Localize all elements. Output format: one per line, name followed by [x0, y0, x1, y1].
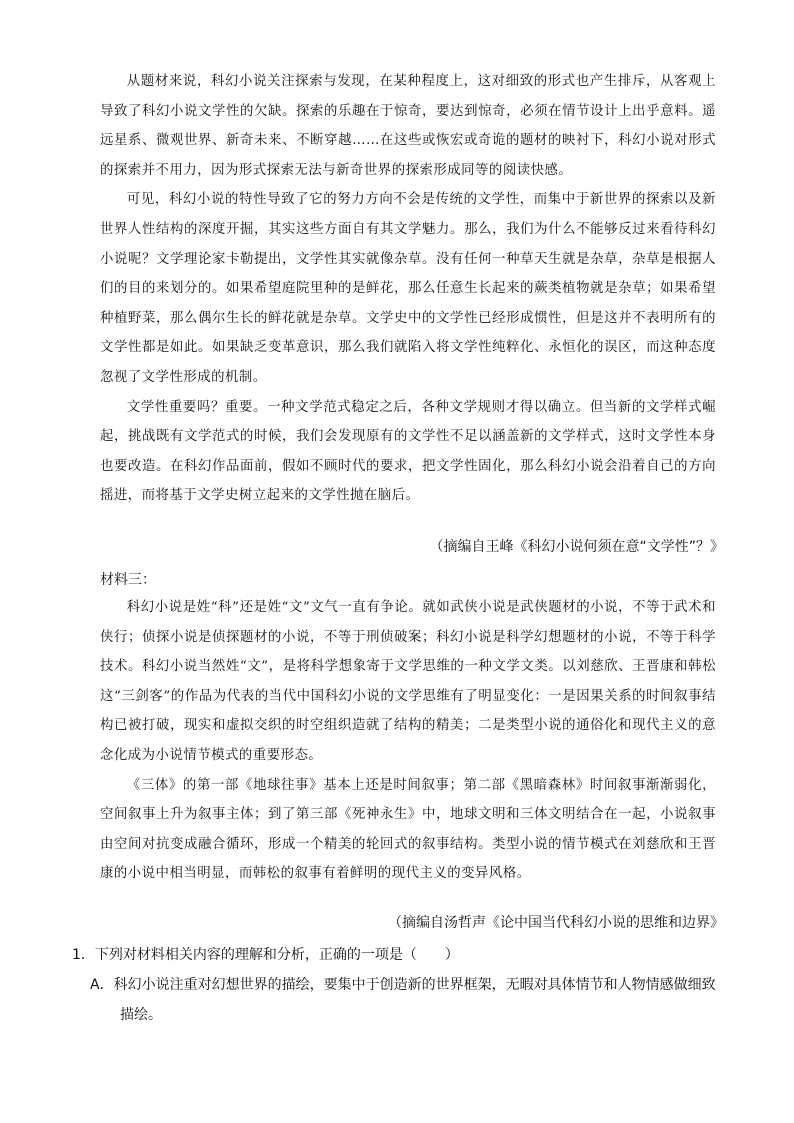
option-a[interactable] — [90, 970, 730, 1030]
paragraph: 文学性重要吗？重要。一种文学范式稳定之后，各种文学规则才得以确立。但当新的文学样式崛起，挑战既有文学范式的时候，我们会发现原有的文学性不足以涵盖新的文学样式，这时文学性本身也要改造。在科幻作品面前，假如不顾时代的要求，把文学性固化，那么科幻小说会沿着自己的方向摇进，而将基于文学史树立起来的文学性抛在脑后。 — [100, 399, 716, 504]
option-a-text-cont: 描绘。 — [120, 1007, 162, 1023]
paragraph: 科幻小说是姓“科”还是姓“文”文气一直有争论。就如武侠小说是武侠题材的小说，不等于武术和侠行；侦探小说是侦探题材的小说，不等于刑侦破案；科幻小说是科学幻想题材的小说，不等于科学技术。科幻小说当然姓“文”，是将科学想象寄于文学思维的一种文学文类。以刘慈欣、王晋康和韩松这“三剑客”的作品为代表的当代中国科幻小说的文学思维有了明显变化：一是因果关系的时间叙事结构已被打破，现实和虚拟交织的时空组织造就了结构的精美；二是类型小说的通俗化和现代主义的意念化成为小说情节模式的重要形态。 — [100, 600, 716, 763]
material-label: 材料三： — [100, 572, 156, 588]
source-citation: （摘编自王峰《科幻小说何须在意“文学性”？》 — [429, 539, 724, 555]
material2-text — [100, 67, 716, 511]
paragraph: 从题材来说，科幻小说关注探索与发现，在某种程度上，这对细致的形式也产生排斥，从客观上导致了科幻小说文学性的欠缺。探索的乐趣在于惊奇，要达到惊奇，必须在情节设计上出乎意料。遥远星系、微观世界、新奇未来、不断穿越……在这些或恢宏或奇诡的题材的映衬下，科幻小说对形式的探索并不用力，因为形式探索无法与新奇世界的探索形成同等的阅读快感。 — [100, 74, 716, 178]
question-stem: 1．下列对材料相关内容的理解和分析，正确的一项是（ ） — [72, 947, 459, 963]
paragraph: 可见，科幻小说的特性导致了它的努力方向不会是传统的文学性，而集中于新世界的探索以及新世界人性结构的深度开掘，其实这些方面自有其文学魅力。那么，我们为什么不能够反过来看待科幻小说呢？文学理论家卡勒提出，文学性其实就像杂草。没有任何一种草天生就是杂草，杂草是根据人们的目的来划分的。如果希望庭院里种的是鲜花，那么任意生长起来的蕨类植物就是杂草；如果希望种植野菜，那么偶尔生长的鲜花就是杂草。文学史中的文学性已经形成惯性，但是这并不表明所有的文学性都是如此。如果缺乏变革意识，那么我们就陷入将文学性纯粹化、永恒化的误区，而这种态度忽视了文学性形成的机制。 — [100, 192, 716, 385]
paragraph: 《三体》的第一部《地球往事》基本上还是时间叙事；第二部《黑暗森林》时间叙事渐渐弱化，空间叙事上升为叙事主体；到了第三部《死神永生》中，地球文明和三体文明结合在一起，小说叙事由空间对抗变成融合循环，形成一个精美的轮回式的叙事结构。类型小说的情节模式在刘慈欣和王晋康的小说中相当明显，而韩松的叙事有着鲜明的现代主义的变异风格。 — [100, 777, 716, 882]
option-a-text: A．科幻小说注重对幻想世界的描绘，要集中于创造新的世界框架，无暇对具体情节和人物情感做细致 — [90, 977, 716, 993]
source-citation: （摘编自汤哲声《论中国当代科幻小说的思维和边界》 — [388, 915, 724, 931]
material3-text — [100, 593, 716, 889]
